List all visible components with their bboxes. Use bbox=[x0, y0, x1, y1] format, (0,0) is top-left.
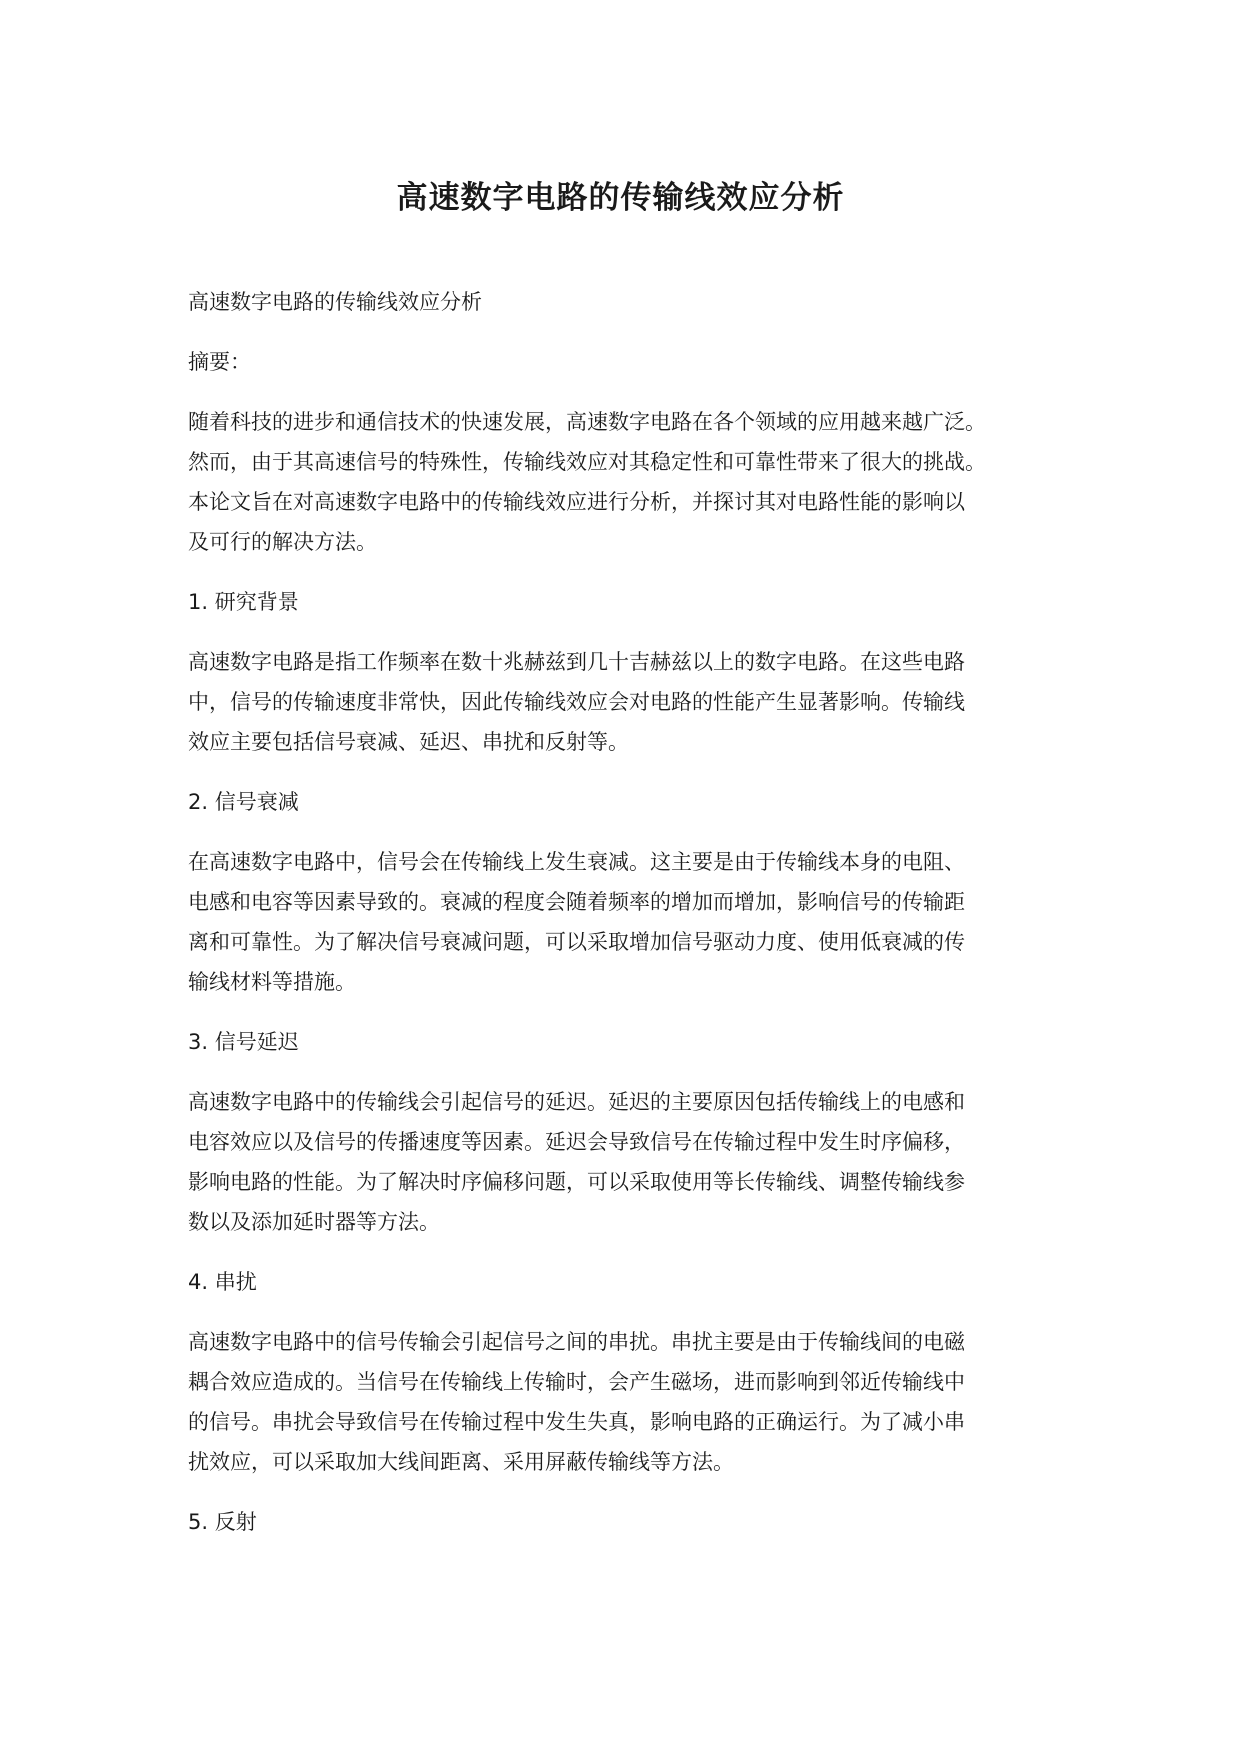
section-paragraph-crosstalk bbox=[188, 1322, 1058, 1482]
paragraph-line: 效应主要包括信号衰减、延迟、串扰和反射等。 bbox=[188, 730, 629, 754]
abstract-line: 及可行的解决方法。 bbox=[188, 530, 377, 554]
paragraph-line: 高速数字电路是指工作频率在数十兆赫兹到几十吉赫兹以上的数字电路。在这些电路 bbox=[188, 650, 965, 674]
paragraph-line: 在高速数字电路中，信号会在传输线上发生衰减。这主要是由于传输线本身的电阻、 bbox=[188, 850, 965, 874]
abstract-line: 本论文旨在对高速数字电路中的传输线效应进行分析，并探讨其对电路性能的影响以 bbox=[188, 490, 965, 514]
section-heading-background: 1. 研究背景 bbox=[188, 590, 299, 614]
section-heading-delay: 3. 信号延迟 bbox=[188, 1030, 299, 1054]
abstract-label: 摘要： bbox=[188, 350, 251, 374]
paragraph-line: 离和可靠性。为了解决信号衰减问题，可以采取增加信号驱动力度、使用低衰减的传 bbox=[188, 930, 965, 954]
paragraph-line: 中，信号的传输速度非常快，因此传输线效应会对电路的性能产生显著影响。传输线 bbox=[188, 690, 965, 714]
document-title: 高速数字电路的传输线效应分析 bbox=[396, 180, 845, 216]
section-paragraph-attenuation bbox=[188, 842, 1058, 1002]
abstract-paragraph bbox=[188, 402, 1058, 562]
abstract-line: 随着科技的进步和通信技术的快速发展，高速数字电路在各个领域的应用越来越广泛。 bbox=[188, 410, 986, 434]
section-heading-reflection: 5. 反射 bbox=[188, 1510, 257, 1534]
paragraph-line: 的信号。串扰会导致信号在传输过程中发生失真，影响电路的正确运行。为了减小串 bbox=[188, 1410, 965, 1434]
paragraph-line: 电容效应以及信号的传播速度等因素。延迟会导致信号在传输过程中发生时序偏移， bbox=[188, 1130, 965, 1154]
paragraph-line: 电感和电容等因素导致的。衰减的程度会随着频率的增加而增加，影响信号的传输距 bbox=[188, 890, 965, 914]
paragraph-line: 输线材料等措施。 bbox=[188, 970, 356, 994]
paragraph-line: 数以及添加延时器等方法。 bbox=[188, 1210, 440, 1234]
abstract-line: 然而，由于其高速信号的特殊性，传输线效应对其稳定性和可靠性带来了很大的挑战。 bbox=[188, 450, 986, 474]
paragraph-line: 扰效应，可以采取加大线间距离、采用屏蔽传输线等方法。 bbox=[188, 1450, 734, 1474]
section-paragraph-delay bbox=[188, 1082, 1058, 1242]
section-paragraph-background bbox=[188, 642, 1058, 762]
section-heading-attenuation: 2. 信号衰减 bbox=[188, 790, 299, 814]
paragraph-line: 耦合效应造成的。当信号在传输线上传输时，会产生磁场，进而影响到邻近传输线中 bbox=[188, 1370, 965, 1394]
document-subtitle: 高速数字电路的传输线效应分析 bbox=[188, 290, 482, 314]
paragraph-line: 高速数字电路中的信号传输会引起信号之间的串扰。串扰主要是由于传输线间的电磁 bbox=[188, 1330, 965, 1354]
paragraph-line: 高速数字电路中的传输线会引起信号的延迟。延迟的主要原因包括传输线上的电感和 bbox=[188, 1090, 965, 1114]
document-body bbox=[188, 282, 1058, 1562]
section-heading-crosstalk: 4. 串扰 bbox=[188, 1270, 257, 1294]
paragraph-line: 影响电路的性能。为了解决时序偏移问题，可以采取使用等长传输线、调整传输线参 bbox=[188, 1170, 965, 1194]
